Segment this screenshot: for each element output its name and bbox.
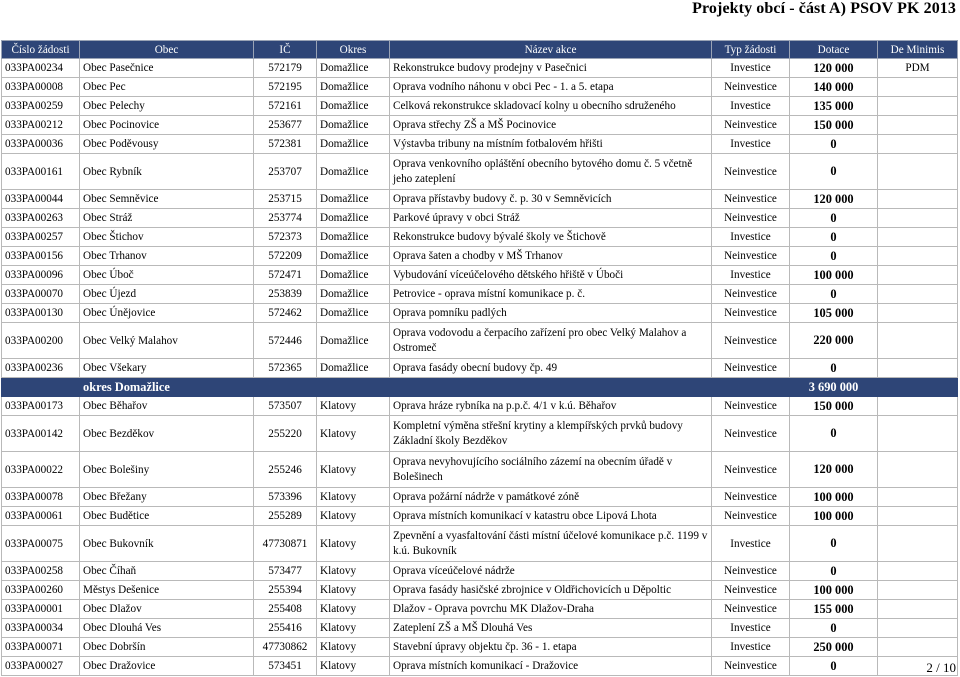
table-row: [2, 452, 958, 488]
cell-cislo: 033PA00022: [2, 452, 80, 488]
cell-typ: Neinvestice: [712, 304, 790, 323]
cell-ic: 572373: [254, 228, 317, 247]
cell-typ: Neinvestice: [712, 657, 790, 676]
cell-dotace: 150 000: [790, 397, 878, 416]
table-row: [2, 488, 958, 507]
cell-deminimis: [878, 526, 958, 562]
district-total-label: okres Domažlice: [80, 378, 254, 397]
cell-ic: 572179: [254, 59, 317, 78]
cell-nazev: Kompletní výměna střešní krytiny a klempířských prvků budovy Základní školy Bezděkov: [390, 416, 712, 452]
cell-dotace: 0: [790, 228, 878, 247]
cell-obec: Obec Trhanov: [80, 247, 254, 266]
cell-okres: Domažlice: [317, 304, 390, 323]
table-row: [2, 154, 958, 190]
cell-deminimis: [878, 619, 958, 638]
cell-dotace: 140 000: [790, 78, 878, 97]
page-title: Projekty obcí - část A) PSOV PK 2013: [692, 0, 956, 17]
cell-deminimis: [878, 154, 958, 190]
cell-nazev: Petrovice - oprava místní komunikace p. č.: [390, 285, 712, 304]
cell-okres: Domažlice: [317, 97, 390, 116]
cell-typ: Investice: [712, 266, 790, 285]
column-header-nazev: Název akce: [390, 41, 712, 59]
cell-obec: Obec Všekary: [80, 359, 254, 378]
cell-dotace: 105 000: [790, 304, 878, 323]
cell-deminimis: [878, 638, 958, 657]
table-row: [2, 507, 958, 526]
cell-obec: Obec Běhařov: [80, 397, 254, 416]
cell-typ: Neinvestice: [712, 452, 790, 488]
cell-nazev: Oprava fasády obecní budovy čp. 49: [390, 359, 712, 378]
cell-typ: Investice: [712, 526, 790, 562]
cell-cislo: 033PA00156: [2, 247, 80, 266]
cell-ic: 572209: [254, 247, 317, 266]
cell-deminimis: [878, 97, 958, 116]
cell-ic: 572381: [254, 135, 317, 154]
cell-ic: 253839: [254, 285, 317, 304]
table-row: [2, 97, 958, 116]
cell-okres: Domažlice: [317, 59, 390, 78]
cell-okres: Klatovy: [317, 600, 390, 619]
cell-nazev: Zpevnění a vyasfaltování části místní účelové komunikace p.č. 1199 v k.ú. Bukovník: [390, 526, 712, 562]
cell-nazev: Oprava víceúčelové nádrže: [390, 562, 712, 581]
cell-deminimis: [878, 209, 958, 228]
cell-obec: Obec Pasečnice: [80, 59, 254, 78]
cell-okres: Domažlice: [317, 323, 390, 359]
cell-cislo: 033PA00070: [2, 285, 80, 304]
cell-obec: Obec Dlouhá Ves: [80, 619, 254, 638]
cell-cislo: 033PA00212: [2, 116, 80, 135]
table-row: [2, 657, 958, 676]
cell-nazev: Oprava střechy ZŠ a MŠ Pocinovice: [390, 116, 712, 135]
cell-deminimis: [878, 600, 958, 619]
cell-dotace: 0: [790, 154, 878, 190]
cell-typ: Neinvestice: [712, 488, 790, 507]
cell-nazev: Oprava přístavby budovy č. p. 30 v Semněvicích: [390, 190, 712, 209]
cell-cislo: 033PA00161: [2, 154, 80, 190]
cell-cislo: 033PA00260: [2, 581, 80, 600]
cell-typ: Neinvestice: [712, 116, 790, 135]
cell-obec: Obec Pelechy: [80, 97, 254, 116]
cell-nazev: Oprava fasády hasičské zbrojnice v Oldřichovicích u Děpoltic: [390, 581, 712, 600]
cell-okres: Klatovy: [317, 397, 390, 416]
cell-deminimis: [878, 247, 958, 266]
cell-ic: 255289: [254, 507, 317, 526]
cell-okres: Domažlice: [317, 116, 390, 135]
cell-typ: Neinvestice: [712, 397, 790, 416]
cell-typ: Investice: [712, 228, 790, 247]
table-row: [2, 116, 958, 135]
table-row: [2, 397, 958, 416]
cell-dotace: 0: [790, 359, 878, 378]
table-row: [2, 304, 958, 323]
table-body: [2, 59, 958, 676]
cell-nazev: Oprava pomníku padlých: [390, 304, 712, 323]
cell-ic: 255416: [254, 619, 317, 638]
column-header-cislo: Číslo žádosti: [2, 41, 80, 59]
column-header-ic: IČ: [254, 41, 317, 59]
cell-okres: Klatovy: [317, 562, 390, 581]
table-row: [2, 247, 958, 266]
cell-obec: Obec Dobršín: [80, 638, 254, 657]
table-row: [2, 285, 958, 304]
cell-dotace: 220 000: [790, 323, 878, 359]
cell-dotace: 0: [790, 657, 878, 676]
cell-cislo: 033PA00257: [2, 228, 80, 247]
cell-okres: Klatovy: [317, 657, 390, 676]
cell-typ: Neinvestice: [712, 600, 790, 619]
cell-deminimis: [878, 266, 958, 285]
cell-cislo: 033PA00096: [2, 266, 80, 285]
cell-typ: Neinvestice: [712, 78, 790, 97]
cell-obec: Obec Újezd: [80, 285, 254, 304]
cell-typ: Neinvestice: [712, 285, 790, 304]
cell-nazev: Oprava šaten a chodby v MŠ Trhanov: [390, 247, 712, 266]
cell-cislo: 033PA00044: [2, 190, 80, 209]
cell-cislo: 033PA00263: [2, 209, 80, 228]
cell-deminimis: [878, 581, 958, 600]
cell-ic: 572161: [254, 97, 317, 116]
cell-nazev: Oprava vodního náhonu v obci Pec - 1. a 5. etapa: [390, 78, 712, 97]
cell-okres: Klatovy: [317, 416, 390, 452]
table-row: [2, 562, 958, 581]
cell-typ: Investice: [712, 97, 790, 116]
cell-deminimis: [878, 562, 958, 581]
cell-okres: Domažlice: [317, 359, 390, 378]
cell-dotace: 250 000: [790, 638, 878, 657]
cell-obec: Obec Štichov: [80, 228, 254, 247]
cell-typ: Neinvestice: [712, 581, 790, 600]
column-header-obec: Obec: [80, 41, 254, 59]
cell-typ: Investice: [712, 59, 790, 78]
cell-cislo: 033PA00061: [2, 507, 80, 526]
cell-obec: Obec Únějovice: [80, 304, 254, 323]
cell-nazev: Celková rekonstrukce skladovací kolny u obecního sdruženého: [390, 97, 712, 116]
cell-obec: Obec Dlažov: [80, 600, 254, 619]
cell-deminimis: [878, 359, 958, 378]
cell-okres: Klatovy: [317, 507, 390, 526]
cell-ic: 253774: [254, 209, 317, 228]
table-row: [2, 619, 958, 638]
table-row: [2, 135, 958, 154]
cell-nazev: Oprava hráze rybníka na p.p.č. 4/1 v k.ú. Běhařov: [390, 397, 712, 416]
cell-typ: Investice: [712, 638, 790, 657]
cell-obec: Obec Pocinovice: [80, 116, 254, 135]
cell-nazev: Oprava požární nádrže v památkové zóně: [390, 488, 712, 507]
table-row: [2, 323, 958, 359]
cell-ic: 572462: [254, 304, 317, 323]
cell-cislo: 033PA00130: [2, 304, 80, 323]
cell-ic: 572471: [254, 266, 317, 285]
table-row: [2, 638, 958, 657]
column-header-okres: Okres: [317, 41, 390, 59]
cell-obec: Obec Číhaň: [80, 562, 254, 581]
cell-cislo: 033PA00075: [2, 526, 80, 562]
page-number: 2 / 10: [926, 660, 956, 675]
cell-obec: Obec Poděvousy: [80, 135, 254, 154]
cell-obec: Obec Bukovník: [80, 526, 254, 562]
cell-deminimis: [878, 452, 958, 488]
cell-cislo: 033PA00027: [2, 657, 80, 676]
cell-dotace: 0: [790, 247, 878, 266]
cell-cislo: 033PA00259: [2, 97, 80, 116]
cell-cislo: 033PA00173: [2, 397, 80, 416]
cell-okres: Domažlice: [317, 78, 390, 97]
cell-cislo: 033PA00001: [2, 600, 80, 619]
cell-typ: Neinvestice: [712, 562, 790, 581]
district-total-row: [2, 378, 958, 397]
table-row: [2, 209, 958, 228]
cell-ic: 255408: [254, 600, 317, 619]
cell-dotace: 100 000: [790, 581, 878, 600]
cell-nazev: Oprava venkovního opláštění obecního bytového domu č. 5 včetně jeho zateplení: [390, 154, 712, 190]
cell-cislo: 033PA00034: [2, 619, 80, 638]
cell-nazev: Oprava vodovodu a čerpacího zařízení pro obec Velký Malahov a Ostromeč: [390, 323, 712, 359]
cell-typ: Investice: [712, 619, 790, 638]
cell-okres: Domažlice: [317, 247, 390, 266]
cell-deminimis: [878, 323, 958, 359]
cell-nazev: Výstavba tribuny na místním fotbalovém hřišti: [390, 135, 712, 154]
cell-obec: Obec Budětice: [80, 507, 254, 526]
cell-ic: 255220: [254, 416, 317, 452]
table-row: [2, 526, 958, 562]
cell-ic: 253715: [254, 190, 317, 209]
cell-ic: 573507: [254, 397, 317, 416]
cell-typ: Neinvestice: [712, 416, 790, 452]
cell-obec: Obec Břežany: [80, 488, 254, 507]
cell-dotace: 0: [790, 209, 878, 228]
cell-deminimis: [878, 135, 958, 154]
table-row: [2, 59, 958, 78]
cell-cislo: 033PA00236: [2, 359, 80, 378]
cell-nazev: Dlažov - Oprava povrchu MK Dlažov-Draha: [390, 600, 712, 619]
cell-dotace: 155 000: [790, 600, 878, 619]
cell-okres: Domažlice: [317, 285, 390, 304]
cell-dotace: 150 000: [790, 116, 878, 135]
cell-deminimis: [878, 78, 958, 97]
cell-nazev: Oprava nevyhovujícího sociálního zázemí na obecním úřadě v Bolešinech: [390, 452, 712, 488]
cell-ic: 47730871: [254, 526, 317, 562]
cell-obec: Obec Úboč: [80, 266, 254, 285]
cell-nazev: Zateplení ZŠ a MŠ Dlouhá Ves: [390, 619, 712, 638]
cell-ic: 47730862: [254, 638, 317, 657]
cell-typ: Neinvestice: [712, 247, 790, 266]
cell-cislo: 033PA00071: [2, 638, 80, 657]
cell-okres: Domažlice: [317, 190, 390, 209]
cell-obec: Obec Rybník: [80, 154, 254, 190]
cell-dotace: 0: [790, 285, 878, 304]
cell-cislo: 033PA00200: [2, 323, 80, 359]
cell-deminimis: [878, 397, 958, 416]
cell-obec: Obec Pec: [80, 78, 254, 97]
cell-ic: 572365: [254, 359, 317, 378]
table-header-row: [2, 41, 958, 59]
cell-deminimis: [878, 116, 958, 135]
cell-obec: Obec Bezděkov: [80, 416, 254, 452]
district-total-amount: 3 690 000: [790, 378, 878, 397]
cell-nazev: Vybudování víceúčelového dětského hřiště v Úboči: [390, 266, 712, 285]
cell-nazev: Rekonstrukce budovy bývalé školy ve Štichově: [390, 228, 712, 247]
cell-ic: 572195: [254, 78, 317, 97]
cell-cislo: 033PA00258: [2, 562, 80, 581]
cell-nazev: Oprava místních komunikací v katastru obce Lipová Lhota: [390, 507, 712, 526]
cell-deminimis: [878, 507, 958, 526]
cell-ic: 255246: [254, 452, 317, 488]
cell-ic: 253677: [254, 116, 317, 135]
table-row: [2, 416, 958, 452]
cell-okres: Domažlice: [317, 154, 390, 190]
cell-okres: Klatovy: [317, 638, 390, 657]
cell-cislo: 033PA00078: [2, 488, 80, 507]
cell-cislo: 033PA00142: [2, 416, 80, 452]
cell-obec: Městys Dešenice: [80, 581, 254, 600]
cell-dotace: 0: [790, 526, 878, 562]
cell-deminimis: [878, 304, 958, 323]
cell-okres: Domažlice: [317, 135, 390, 154]
cell-obec: Obec Semněvice: [80, 190, 254, 209]
cell-obec: Obec Velký Malahov: [80, 323, 254, 359]
cell-dotace: 120 000: [790, 59, 878, 78]
cell-typ: Neinvestice: [712, 323, 790, 359]
cell-okres: Domažlice: [317, 266, 390, 285]
table-row: [2, 266, 958, 285]
projects-table: [1, 40, 958, 676]
table-row: [2, 581, 958, 600]
cell-cislo: 033PA00036: [2, 135, 80, 154]
cell-dotace: 100 000: [790, 507, 878, 526]
cell-deminimis: [878, 285, 958, 304]
cell-ic: 572446: [254, 323, 317, 359]
cell-dotace: 100 000: [790, 266, 878, 285]
cell-typ: Neinvestice: [712, 209, 790, 228]
cell-deminimis: [878, 416, 958, 452]
cell-dotace: 100 000: [790, 488, 878, 507]
cell-deminimis: [878, 228, 958, 247]
cell-deminimis: [878, 488, 958, 507]
cell-typ: Neinvestice: [712, 190, 790, 209]
cell-okres: Domažlice: [317, 228, 390, 247]
cell-ic: 573396: [254, 488, 317, 507]
cell-ic: 573451: [254, 657, 317, 676]
cell-obec: Obec Stráž: [80, 209, 254, 228]
cell-nazev: Rekonstrukce budovy prodejny v Pasečnici: [390, 59, 712, 78]
cell-dotace: 0: [790, 562, 878, 581]
table-row: [2, 228, 958, 247]
cell-nazev: Parkové úpravy v obci Stráž: [390, 209, 712, 228]
cell-dotace: 120 000: [790, 190, 878, 209]
cell-typ: Investice: [712, 135, 790, 154]
cell-okres: Klatovy: [317, 452, 390, 488]
cell-okres: Klatovy: [317, 619, 390, 638]
cell-okres: Klatovy: [317, 526, 390, 562]
column-header-dotace: Dotace: [790, 41, 878, 59]
cell-nazev: Oprava místních komunikací - Dražovice: [390, 657, 712, 676]
cell-dotace: 135 000: [790, 97, 878, 116]
cell-dotace: 0: [790, 619, 878, 638]
cell-typ: Neinvestice: [712, 507, 790, 526]
cell-cislo: 033PA00008: [2, 78, 80, 97]
cell-typ: Neinvestice: [712, 359, 790, 378]
cell-obec: Obec Dražovice: [80, 657, 254, 676]
cell-okres: Klatovy: [317, 488, 390, 507]
column-header-typ: Typ žádosti: [712, 41, 790, 59]
table-row: [2, 78, 958, 97]
cell-okres: Klatovy: [317, 581, 390, 600]
cell-dotace: 0: [790, 135, 878, 154]
table-row: [2, 190, 958, 209]
cell-nazev: Stavební úpravy objektu čp. 36 - 1. etapa: [390, 638, 712, 657]
cell-ic: 573477: [254, 562, 317, 581]
cell-deminimis: [878, 190, 958, 209]
cell-ic: 255394: [254, 581, 317, 600]
cell-deminimis: PDM: [878, 59, 958, 78]
cell-dotace: 0: [790, 416, 878, 452]
column-header-deminimis: De Minimis: [878, 41, 958, 59]
cell-dotace: 120 000: [790, 452, 878, 488]
cell-okres: Domažlice: [317, 209, 390, 228]
cell-ic: 253707: [254, 154, 317, 190]
cell-cislo: 033PA00234: [2, 59, 80, 78]
cell-obec: Obec Bolešiny: [80, 452, 254, 488]
table-row: [2, 359, 958, 378]
cell-typ: Neinvestice: [712, 154, 790, 190]
table-row: [2, 600, 958, 619]
